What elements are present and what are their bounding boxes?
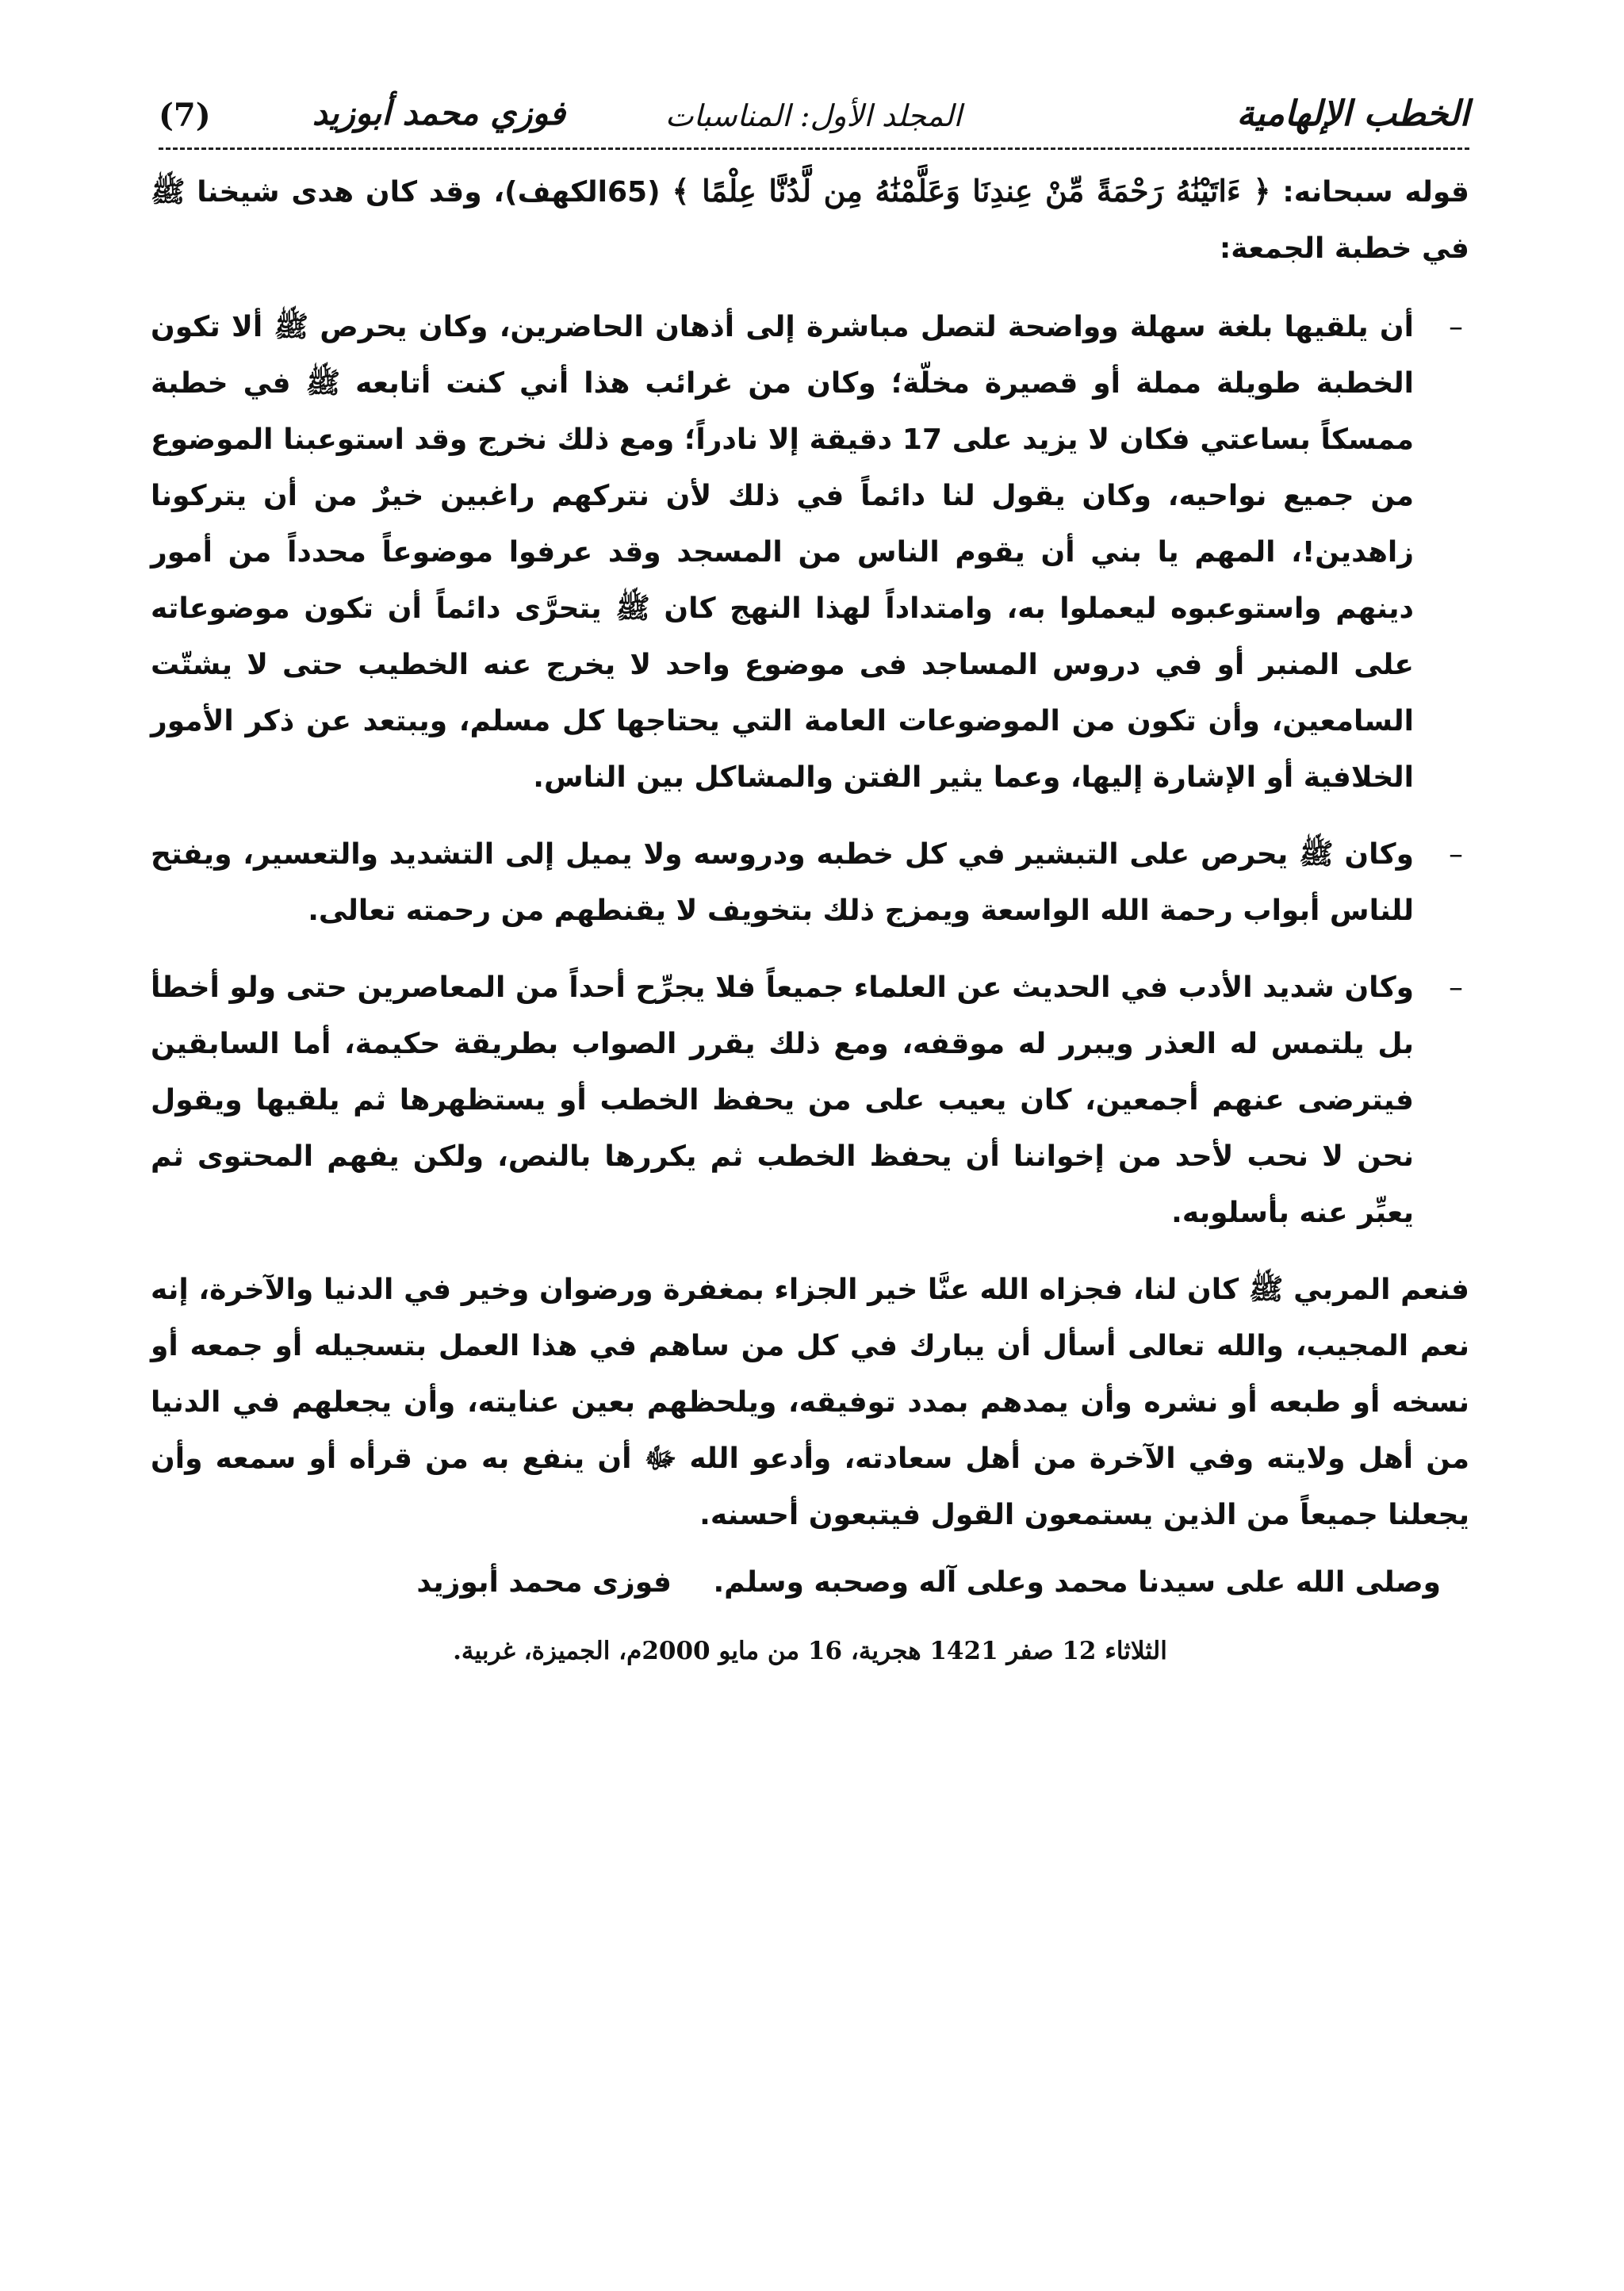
intro-paragraph [151, 163, 1469, 277]
verse-reference: (65الكهف) [504, 176, 661, 209]
dateline: الثلاثاء 12 صفر 1421 هجرية، 16 من مايو 2000م، الجميزة، غربية. [453, 1637, 1167, 1665]
dash-marker: – [1449, 311, 1463, 343]
intro-prefix: قوله سبحانه: [1282, 176, 1469, 209]
book-title: الخطب الإلهامية [1236, 94, 1469, 134]
dash-marker: – [1449, 838, 1463, 871]
list-item [151, 826, 1469, 939]
list-item-text: وكان شديد الأدب في الحديث عن العلماء جميعاً فلا يجرِّح أحداً من المعاصرين حتى ولو أخطأ بل يلتمس له العذر ويبرر له موقفه، ومع ذلك يقرر الصواب بطريقة حكيمة، أما السابقين فيترضى عنهم أجمعين، كان يعيب على من يحفظ الخطب أو يستظهرها ثم يلقيها ويقول نحن لا نحب لأحد من إخواننا أن يحفظ الخطب ثم يكررها بالنص، ولكن يفهم المحتوى ثم يعبِّر عنه بأسلوبه. [151, 971, 1414, 1229]
closing-paragraph: فنعم المربي ﷺ كان لنا، فجزاه الله عنَّا خير الجزاء بمغفرة ورضوان وخير في الدنيا والآخرة، إنه نعم المجيب، والله تعالى أسأل أن يبارك في كل من ساهم في هذا العمل بتسجيله أو جمعه أو نسخه أو طبعه أو نشره وأن يمدهم بمدد توفيقه، ويلحظهم بعين عنايته، وأن يجعلهم في الدنيا من أهل ولايته وفي الآخرة من أهل سعادته، وأدعو الله ﷻ أن ينفع به من قرأه أو سمعه وأن يجعلنا جميعاً من الذين يستمعون القول فيتبعون أحسنه. [151, 1274, 1469, 1531]
salutation-text: وصلى الله على سيدنا محمد وعلى آله وصحبه وسلم. [713, 1566, 1441, 1599]
list-item [151, 299, 1469, 806]
dash-marker: – [1449, 971, 1463, 1004]
list-item-text: أن يلقيها بلغة سهلة وواضحة لتصل مباشرة إلى أذهان الحاضرين، وكان يحرص ﷺ ألا تكون الخطبة طويلة مملة أو قصيرة مخلّة؛ وكان من غرائب هذا أني كنت أتابعه ﷺ في خطبة ممسكاً بساعتي فكان لا يزيد على 17 دقيقة إلا نادراً؛ ومع ذلك نخرج وقد استوعبنا الموضوع من جميع نواحيه، وكان يقول لنا دائماً في ذلك لأن نتركهم راغبين خيرٌ من أن يتركونا زاهدين!، المهم يا بني أن يقوم الناس من المسجد وقد عرفوا موضوعاً محدداً من أمور دينهم واستوعبوه ليعملوا به، وامتداداً لهذا النهج كان ﷺ يتحرَّى دائماً أن تكون موضوعاته على المنبر أو في دروس المساجد فى موضوع واحد لا يخرج عنه الخطيب حتى لا يشتّت السامعين، وأن تكون من الموضوعات العامة التي يحتاجها كل مسلم، ويبتعد عن ذكر الأمور الخلافية أو الإشارة إليها، وعما يثير الفتن والمشاكل بين الناس. [151, 311, 1415, 794]
list-item-text: وكان ﷺ يحرص على التبشير في كل خطبه ودروسه ولا يميل إلى التشديد والتعسير، ويفتح للناس أبواب رحمة الله الواسعة ويمزج ذلك بتخويف لا يقنطهم من رحمته تعالى. [151, 838, 1414, 927]
bullet-list [151, 299, 1469, 1241]
quran-verse: ﴿ ءَاتَيْنَٰهُ رَحْمَةً مِّنْ عِندِنَا وَعَلَّمْنَٰهُ مِن لَّدُنَّا عِلْمًا ﴾ [672, 173, 1271, 209]
page-number: (7) [159, 97, 211, 134]
intro-suffix: ، وقد كان هدى شيخنا ﷺ في خطبة الجمعة: [151, 176, 1469, 265]
list-item [151, 960, 1469, 1241]
body-text [151, 163, 1469, 1671]
volume-title: المجلد الأول: المناسبات [665, 98, 962, 133]
signature: فوزى محمد أبوزيد [416, 1566, 672, 1599]
author-name: فوزي محمد أبوزيد [312, 94, 565, 132]
salutation-line [151, 1554, 1469, 1611]
header-divider [159, 147, 1469, 150]
page-header [159, 94, 1469, 144]
